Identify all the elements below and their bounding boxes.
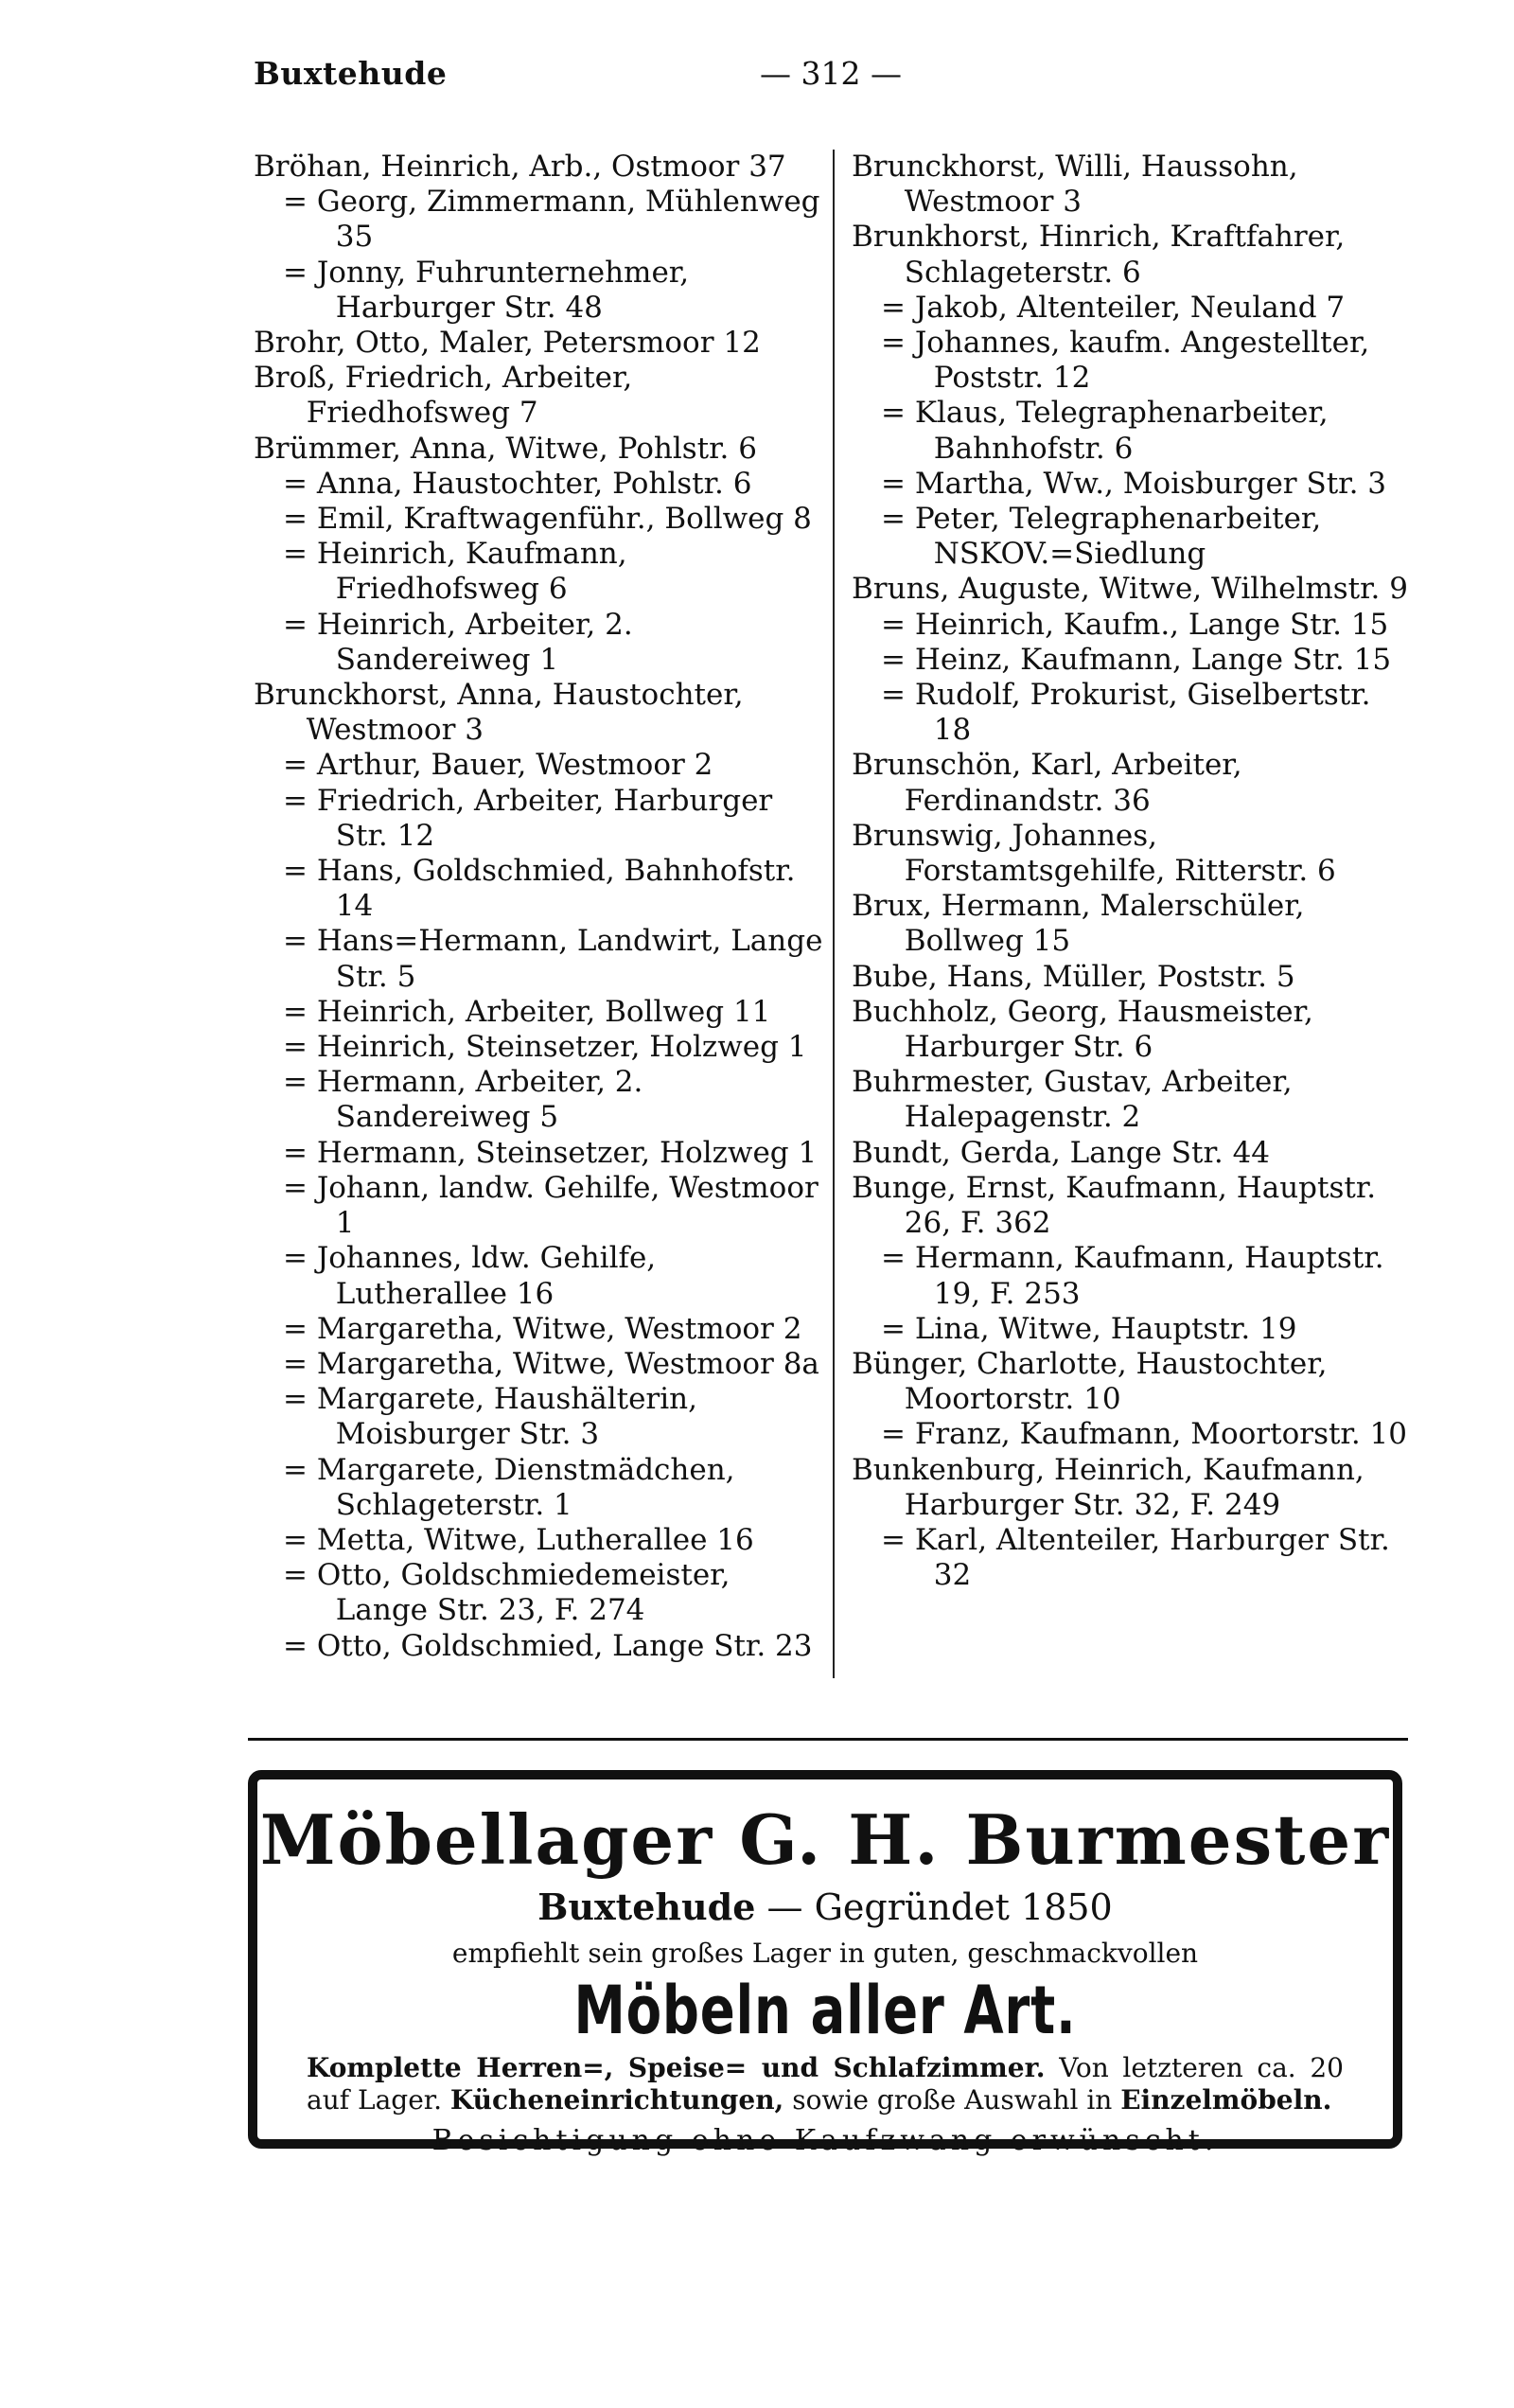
directory-entry: Bünger, Charlotte, Haustochter, Moortorstr. 10: [852, 1346, 1328, 1417]
directory-entry: = Karl, Altenteiler, Harburger Str. 32: [881, 1522, 1390, 1593]
directory-entry: Buhrmester, Gustav, Arbeiter, Halepagenstr. 2: [852, 1065, 1293, 1135]
ad-selection: sowie große Auswahl in: [783, 2084, 1121, 2116]
ad-tagline: empfiehlt sein großes Lager in guten, geschmackvollen: [451, 1938, 1199, 1969]
directory-entry: = Jonny, Fuhrunternehmer, Harburger Str. 48: [283, 255, 690, 325]
ad-single-pieces: Einzelmöbeln.: [1120, 2084, 1332, 2116]
directory-entry: = Otto, Goldschmied, Lange Str. 23: [283, 1628, 813, 1663]
directory-entry: Brohr, Otto, Maler, Petersmoor 12: [254, 326, 761, 361]
directory-entry: = Klaus, Telegraphenarbeiter, Bahnhofstr. 6: [881, 396, 1329, 466]
directory-entry: = Heinrich, Kaufm., Lange Str. 15: [881, 607, 1389, 642]
ad-town: Buxtehude: [537, 1886, 756, 1928]
ad-paragraph: [307, 2052, 1344, 2116]
right-column: [852, 150, 1408, 1593]
section-divider: [248, 1738, 1408, 1741]
directory-entry: = Heinz, Kaufmann, Lange Str. 15: [881, 642, 1392, 677]
directory-entry: Broß, Friedrich, Arbeiter, Friedhofsweg 7: [254, 361, 633, 431]
directory-entry: = Heinrich, Arbeiter, Bollweg 11: [283, 994, 771, 1029]
directory-entry: = Margarete, Dienstmädchen, Schlageterstr. 1: [283, 1452, 735, 1522]
ad-founded: — Gegründet 1850: [766, 1886, 1113, 1928]
directory-entry: = Heinrich, Arbeiter, 2. Sandereiweg 1: [283, 607, 633, 677]
directory-entry: = Heinrich, Steinsetzer, Holzweg 1: [283, 1030, 807, 1065]
directory-entry: = Hermann, Steinsetzer, Holzweg 1: [283, 1135, 818, 1170]
directory-entry: = Johann, landw. Gehilfe, Westmoor 1: [283, 1170, 819, 1241]
directory-entry: Bröhan, Heinrich, Arb., Ostmoor 37: [254, 150, 786, 184]
ad-subtitle: [257, 1886, 1393, 1928]
directory-entry: Brunswig, Johannes, Forstamtsgehilfe, Ritterstr. 6: [852, 818, 1336, 889]
directory-entry: = Peter, Telegraphenarbeiter, NSKOV.=Siedlung: [881, 502, 1322, 572]
directory-entry: Brux, Hermann, Malerschüler, Bollweg 15: [852, 889, 1305, 959]
directory-entry: Bunge, Ernst, Kaufmann, Hauptstr. 26, F. 362: [852, 1170, 1377, 1241]
directory-entry: = Margaretha, Witwe, Westmoor 8a: [283, 1346, 819, 1381]
directory-entry: = Hermann, Arbeiter, 2. Sandereiweg 5: [283, 1065, 643, 1135]
directory-entry: = Arthur, Bauer, Westmoor 2: [283, 748, 713, 783]
ad-footer: Besichtigung ohne Kaufzwang erwünscht.: [431, 2124, 1219, 2157]
directory-entry: Bunkenburg, Heinrich, Kaufmann, Harburger Str. 32, F. 249: [852, 1452, 1364, 1522]
directory-entry: = Anna, Haustochter, Pohlstr. 6: [283, 466, 752, 501]
directory-entry: = Otto, Goldschmiedemeister, Lange Str. 23, F. 274: [283, 1558, 731, 1628]
directory-entry: = Hans=Hermann, Landwirt, Lange Str. 5: [283, 924, 823, 994]
directory-entry: = Lina, Witwe, Hauptstr. 19: [881, 1311, 1297, 1346]
ad-rooms: Komplette Herren=, Speise= und Schlafzimmer.: [307, 2052, 1046, 2083]
directory-entry: = Johannes, kaufm. Angestellter, Poststr. 12: [881, 326, 1370, 396]
directory-entry: Brümmer, Anna, Witwe, Pohlstr. 6: [254, 431, 757, 466]
directory-entry: = Hans, Goldschmied, Bahnhofstr. 14: [283, 854, 796, 924]
directory-entry: = Margaretha, Witwe, Westmoor 2: [283, 1311, 802, 1346]
directory-entry: = Rudolf, Prokurist, Giselbertstr. 18: [881, 678, 1371, 748]
directory-entry: Buchholz, Georg, Hausmeister, Harburger Str. 6: [852, 994, 1313, 1065]
directory-columns: [254, 150, 1408, 1683]
directory-entry: = Emil, Kraftwagenführ., Bollweg 8: [283, 502, 812, 537]
advertisement-box: [248, 1770, 1402, 2157]
left-column: [254, 150, 831, 1664]
directory-entry: = Friedrich, Arbeiter, Harburger Str. 12: [283, 783, 773, 853]
directory-entry: Brunckhorst, Willi, Haussohn, Westmoor 3: [852, 150, 1298, 220]
directory-entry: = Heinrich, Kaufmann, Friedhofsweg 6: [283, 537, 627, 607]
directory-entry: = Georg, Zimmermann, Mühlenweg 35: [283, 185, 820, 255]
directory-entry: = Hermann, Kaufmann, Hauptstr. 19, F. 253: [881, 1241, 1384, 1311]
directory-entry: = Franz, Kaufmann, Moortorstr. 10: [881, 1417, 1408, 1452]
ad-headline: Möbeln aller Art.: [573, 1972, 1077, 2049]
ad-kitchens: Kücheneinrichtungen,: [449, 2084, 784, 2116]
running-head-town: Buxtehude: [254, 55, 448, 92]
directory-entry: Bruns, Auguste, Witwe, Wilhelmstr. 9: [852, 572, 1408, 607]
directory-entry: = Jakob, Altenteiler, Neuland 7: [881, 290, 1346, 325]
directory-entry: Bube, Hans, Müller, Poststr. 5: [852, 959, 1295, 994]
directory-entry: Bundt, Gerda, Lange Str. 44: [852, 1135, 1271, 1170]
directory-entry: Brunckhorst, Anna, Haustochter, Westmoor 3: [254, 678, 744, 748]
directory-entry: Brunschön, Karl, Arbeiter, Ferdinandstr. 36: [852, 748, 1242, 818]
ad-title: Möbellager G. H. Burmester: [259, 1799, 1391, 1880]
directory-entry: = Metta, Witwe, Lutherallee 16: [283, 1522, 754, 1557]
directory-entry: = Johannes, ldw. Gehilfe, Lutherallee 16: [283, 1241, 657, 1311]
directory-entry: = Martha, Ww., Moisburger Str. 3: [881, 466, 1387, 501]
page-number: — 312 —: [760, 55, 902, 92]
directory-entry: = Margarete, Haushälterin, Moisburger Str. 3: [283, 1382, 697, 1452]
column-divider: [833, 150, 835, 1678]
directory-entry: Brunkhorst, Hinrich, Kraftfahrer, Schlageterstr. 6: [852, 220, 1346, 290]
running-head: [254, 55, 1408, 102]
ad-stock: Von letzteren ca. 20 auf Lager.: [307, 2052, 1344, 2116]
